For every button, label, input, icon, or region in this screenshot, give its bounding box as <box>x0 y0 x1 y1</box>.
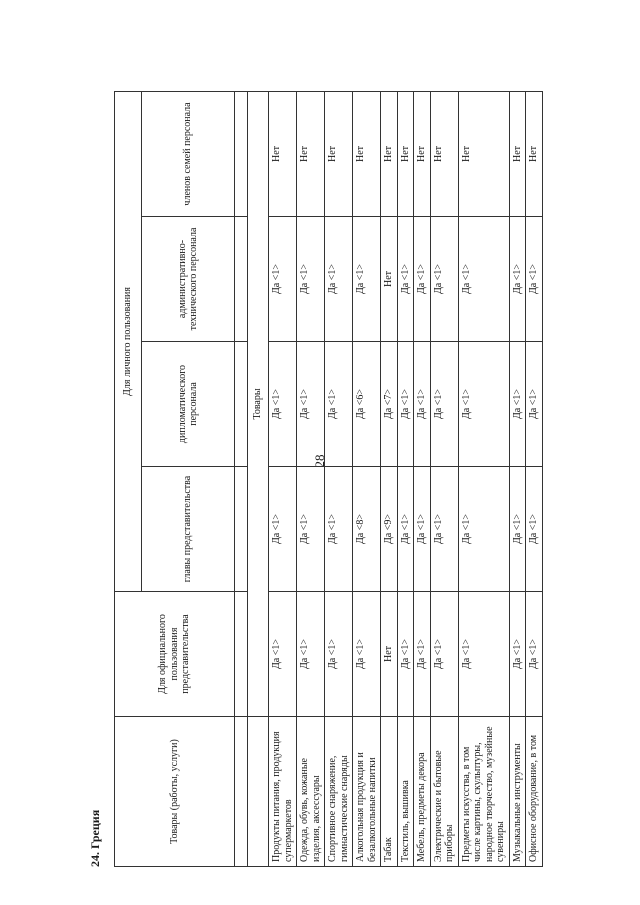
goods-name-cell: Предметы искусства, в том числе картины, скульптуры, народное творчество, музейные сувениры <box>458 717 509 867</box>
table-row <box>458 91 509 866</box>
goods-name-cell: Текстиль, вышивка <box>397 717 414 867</box>
head-cell: Да <8> <box>353 467 381 592</box>
family-cell: Нет <box>397 91 414 216</box>
diplomatic-cell: Да <1> <box>509 342 526 467</box>
family-cell: Нет <box>509 91 526 216</box>
family-cell: Нет <box>458 91 509 216</box>
family-cell: Нет <box>381 91 398 216</box>
family-cell: Нет <box>430 91 458 216</box>
diplomatic-cell: Да <1> <box>397 342 414 467</box>
diplomatic-cell: Да <6> <box>353 342 381 467</box>
header-head: главы представительства <box>142 467 235 592</box>
official-cell: Да <1> <box>397 592 414 717</box>
table-row <box>414 91 431 866</box>
family-cell: Нет <box>325 91 353 216</box>
head-cell: Да <9> <box>381 467 398 592</box>
admin-cell: Да <1> <box>414 217 431 342</box>
goods-name-cell: Электрические и бытовые приборы <box>430 717 458 867</box>
diplomatic-cell: Да <1> <box>430 342 458 467</box>
goods-name-cell: Мебель, предметы декора <box>414 717 431 867</box>
table-row <box>509 91 526 866</box>
official-cell: Да <1> <box>297 592 325 717</box>
official-cell: Нет <box>381 592 398 717</box>
official-cell: Да <1> <box>526 592 543 717</box>
header-goods: Товары (работы, услуги) <box>115 717 235 867</box>
official-cell: Да <1> <box>509 592 526 717</box>
official-cell: Да <1> <box>458 592 509 717</box>
admin-cell: Да <1> <box>325 217 353 342</box>
family-cell: Нет <box>414 91 431 216</box>
official-cell: Да <1> <box>353 592 381 717</box>
head-cell: Да <1> <box>269 467 297 592</box>
official-cell: Да <1> <box>430 592 458 717</box>
section-row-goods: Товары <box>248 91 269 716</box>
header-personal-use: Для личного пользования <box>115 91 142 591</box>
head-cell: Да <1> <box>458 467 509 592</box>
page-number: 28 <box>312 454 327 468</box>
goods-name-cell: Продукты питания, продукция супермаркетов <box>269 717 297 867</box>
goods-table <box>114 91 543 867</box>
family-cell: Нет <box>269 91 297 216</box>
header-family: членов семей персонала <box>142 91 235 216</box>
head-cell: Да <1> <box>526 467 543 592</box>
official-cell: Да <1> <box>414 592 431 717</box>
diplomatic-cell: Да <1> <box>526 342 543 467</box>
head-cell: Да <1> <box>325 467 353 592</box>
admin-cell: Да <1> <box>297 217 325 342</box>
head-cell: Да <1> <box>297 467 325 592</box>
diplomatic-cell: Да <1> <box>414 342 431 467</box>
admin-cell: Нет <box>381 217 398 342</box>
admin-cell: Да <1> <box>353 217 381 342</box>
header-official-use: Для официального пользования представительства <box>115 592 235 717</box>
head-cell: Да <1> <box>397 467 414 592</box>
diplomatic-cell: Да <1> <box>458 342 509 467</box>
table-row <box>526 91 543 866</box>
section-row-blank <box>248 717 269 867</box>
diplomatic-cell: Да <1> <box>297 342 325 467</box>
table-row <box>269 91 297 866</box>
admin-cell: Да <1> <box>397 217 414 342</box>
table-row <box>397 91 414 866</box>
header-admin: административно-технического персонала <box>142 217 235 342</box>
header-diplomatic: дипломатического персонала <box>142 342 235 467</box>
official-cell: Да <1> <box>269 592 297 717</box>
table-row <box>430 91 458 866</box>
column-numbers-row <box>235 91 248 866</box>
family-cell: Нет <box>353 91 381 216</box>
admin-cell: Да <1> <box>269 217 297 342</box>
goods-name-cell: Музыкальные инструменты <box>509 717 526 867</box>
admin-cell: Да <1> <box>509 217 526 342</box>
head-cell: Да <1> <box>509 467 526 592</box>
table-body <box>248 91 543 866</box>
diplomatic-cell: Да <1> <box>325 342 353 467</box>
official-cell: Да <1> <box>325 592 353 717</box>
table-row <box>353 91 381 866</box>
admin-cell: Да <1> <box>430 217 458 342</box>
goods-name-cell: Офисное оборудование, в том <box>526 717 543 867</box>
goods-name-cell: Табак <box>381 717 398 867</box>
rotated-table-page <box>80 85 600 875</box>
table-row <box>297 91 325 866</box>
diplomatic-cell: Да <1> <box>269 342 297 467</box>
goods-name-cell: Алкогольная продукция и безалкогольные напитки <box>353 717 381 867</box>
admin-cell: Да <1> <box>526 217 543 342</box>
head-cell: Да <1> <box>414 467 431 592</box>
family-cell: Нет <box>526 91 543 216</box>
table-row <box>325 91 353 866</box>
goods-name-cell: Спортивное снаряжение, гимнастические снаряды <box>325 717 353 867</box>
section-title: 24. Греция <box>88 809 102 867</box>
head-cell: Да <1> <box>430 467 458 592</box>
admin-cell: Да <1> <box>458 217 509 342</box>
goods-name-cell: Одежда, обувь, кожаные изделия, аксессуары <box>297 717 325 867</box>
table-row <box>381 91 398 866</box>
family-cell: Нет <box>297 91 325 216</box>
diplomatic-cell: Да <7> <box>381 342 398 467</box>
